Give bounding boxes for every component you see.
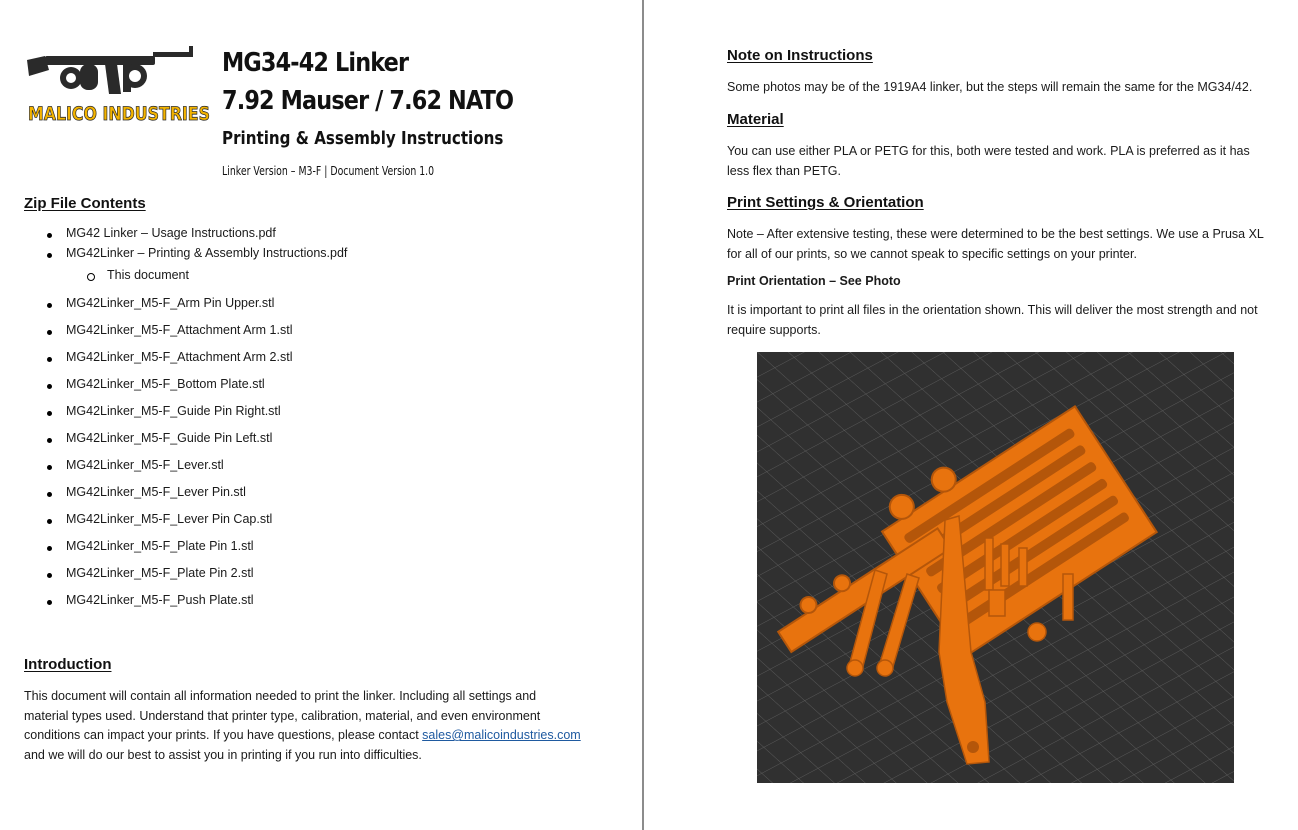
page-divider: [642, 0, 644, 830]
list-item: MG42Linker_M5-F_Guide Pin Left.stl: [45, 431, 347, 458]
print-settings-heading: Print Settings & Orientation: [727, 194, 924, 211]
material-heading: Material: [727, 111, 784, 128]
malico-industries-logo: [25, 42, 213, 126]
list-item: MG42Linker_M5-F_Attachment Arm 1.stl: [45, 323, 347, 350]
note-heading: Note on Instructions: [727, 47, 873, 64]
note-paragraph: Some photos may be of the 1919A4 linker, but the steps will remain the same for the MG34/42.: [727, 80, 1253, 94]
list-item: MG42Linker_M5-F_Push Plate.stl: [45, 593, 347, 620]
zip-file-list: [45, 226, 347, 620]
list-item: MG42Linker_M5-F_Plate Pin 2.stl: [45, 566, 347, 593]
list-item: MG42Linker_M5-F_Lever Pin.stl: [45, 485, 347, 512]
list-item: MG42 Linker – Usage Instructions.pdf: [45, 226, 347, 246]
list-item: MG42Linker_M5-F_Bottom Plate.stl: [45, 377, 347, 404]
zip-contents-heading: Zip File Contents: [24, 195, 146, 212]
list-item: MG42Linker – Printing & Assembly Instructions.pdf: [45, 246, 347, 268]
doc-title-line2: 7.92 Mauser / 7.62 NATO: [222, 86, 514, 116]
list-item-sub: This document: [45, 268, 347, 296]
print-settings-paragraph: Note – After extensive testing, these were determined to be the best settings. We use a Prusa XL for all of our prints, so we cannot speak to specific settings on your printer.: [727, 227, 1264, 261]
list-item: MG42Linker_M5-F_Lever.stl: [45, 458, 347, 485]
list-item: MG42Linker_M5-F_Arm Pin Upper.stl: [45, 296, 347, 323]
list-item: MG42Linker_M5-F_Attachment Arm 2.stl: [45, 350, 347, 377]
introduction-paragraph: [24, 687, 584, 765]
logo-wordmark: MALICO INDUSTRIES: [28, 103, 210, 125]
doc-title-line1: MG34-42 Linker: [222, 48, 409, 78]
introduction-heading: Introduction: [24, 656, 112, 673]
print-orientation-photo: [757, 352, 1234, 783]
list-item: MG42Linker_M5-F_Lever Pin Cap.stl: [45, 512, 347, 539]
version-line: Linker Version – M3-F | Document Version 1.0: [222, 164, 435, 178]
orientation-subheading: Print Orientation – See Photo: [727, 274, 901, 288]
email-link[interactable]: sales@malicoindustries.com: [422, 728, 581, 743]
doc-subtitle: Printing & Assembly Instructions: [222, 128, 504, 149]
intro-text-end: and we will do our best to assist you in printing if you run into difficulties.: [24, 747, 422, 762]
intro-text-start: This document will contain all information needed to print the linker. Including all settings and material types used. Understand that printer type, calibration, material, and even environment conditions can impact your prints. If you have questions, please contact: [24, 689, 541, 743]
material-paragraph: You can use either PLA or PETG for this, both were tested and work. PLA is preferred as it has less flex than PETG.: [727, 144, 1250, 178]
orientation-paragraph: It is important to print all files in the orientation shown. This will deliver the most strength and not require supports.: [727, 303, 1258, 337]
list-item: MG42Linker_M5-F_Guide Pin Right.stl: [45, 404, 347, 431]
list-item: MG42Linker_M5-F_Plate Pin 1.stl: [45, 539, 347, 566]
